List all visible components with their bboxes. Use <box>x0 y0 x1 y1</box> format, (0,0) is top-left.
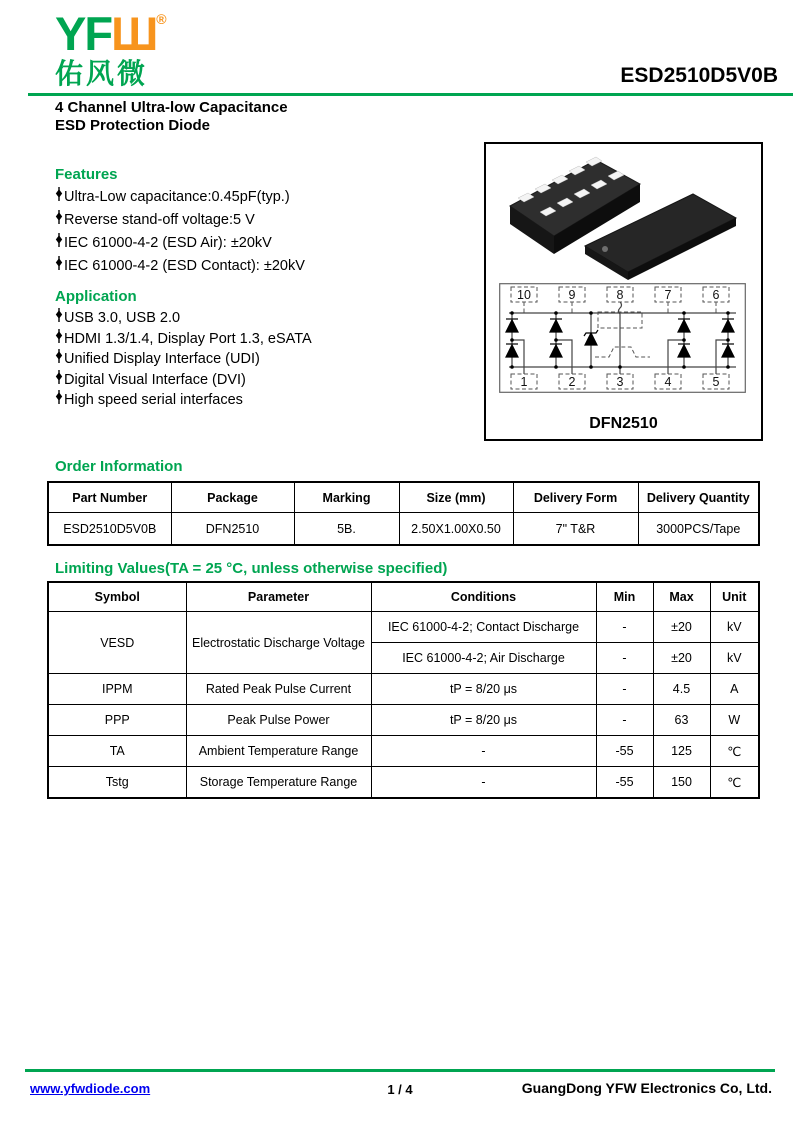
page-title-line2: ESD Protection Diode <box>55 117 211 134</box>
package-name-label: DFN2510 <box>589 415 658 432</box>
list-item: USB 3.0, USB 2.0 <box>55 308 475 329</box>
page-number: 1 / 4 <box>387 1082 413 1097</box>
registered-mark-icon: ® <box>156 11 167 27</box>
table-header-row <box>48 482 759 513</box>
cell-max: 150 <box>653 767 710 799</box>
cell-min: -55 <box>596 767 653 799</box>
pin-label: 5 <box>712 375 720 389</box>
page-title <box>55 99 288 135</box>
features-heading: Features <box>55 166 118 183</box>
company-name: GuangDong YFW Electronics Co, Ltd. <box>521 1080 772 1096</box>
col-header: Parameter <box>186 582 371 612</box>
diamond-bullet-icon <box>55 349 63 363</box>
pin-label: 2 <box>568 375 576 389</box>
list-item: Digital Visual Interface (DVI) <box>55 370 475 391</box>
col-header: Part Number <box>48 482 171 513</box>
col-header: Symbol <box>48 582 186 612</box>
diamond-bullet-icon <box>55 329 63 343</box>
pin-label: 8 <box>616 288 624 302</box>
pin-label: 10 <box>517 288 531 302</box>
pin-label: 4 <box>664 375 672 389</box>
cell-symbol: TA <box>48 736 186 767</box>
order-info-table <box>47 481 760 546</box>
cell-parameter: Electrostatic Discharge Voltage <box>186 612 371 674</box>
cell-parameter: Ambient Temperature Range <box>186 736 371 767</box>
pin-label: 7 <box>664 288 672 302</box>
diamond-bullet-icon <box>55 210 63 224</box>
table-row <box>48 736 759 767</box>
cell-max: ±20 <box>653 612 710 643</box>
features-list <box>55 186 475 278</box>
application-heading: Application <box>55 288 137 305</box>
cell-min: - <box>596 643 653 674</box>
table-row <box>48 705 759 736</box>
cell-symbol: PPP <box>48 705 186 736</box>
col-header: Min <box>596 582 653 612</box>
cell-package: DFN2510 <box>171 513 294 546</box>
cell-delivery-form: 7" T&R <box>513 513 638 546</box>
cell-min: - <box>596 612 653 643</box>
cell-unit: kV <box>710 612 759 643</box>
cell-min: - <box>596 674 653 705</box>
cell-symbol: Tstg <box>48 767 186 799</box>
diamond-bullet-icon <box>55 370 63 384</box>
order-info-heading: Order Information <box>55 458 183 475</box>
cell-min: - <box>596 705 653 736</box>
table-row <box>48 612 759 643</box>
limiting-values-heading: Limiting Values(TA = 25 °C, unless otherwise specified) <box>55 560 448 577</box>
table-row <box>48 674 759 705</box>
logo-wordmark <box>55 7 167 60</box>
cell-delivery-quantity: 3000PCS/Tape <box>638 513 759 546</box>
application-list <box>55 308 475 411</box>
cell-symbol: IPPM <box>48 674 186 705</box>
logo-chinese-name: 佑风微 <box>55 58 149 89</box>
list-item: Reverse stand-off voltage:5 V <box>55 209 475 232</box>
cell-min: -55 <box>596 736 653 767</box>
page-title-line1: 4 Channel Ultra-low Capacitance <box>55 99 288 116</box>
cell-conditions: - <box>371 767 596 799</box>
part-number-title: ESD2510D5V0B <box>620 64 778 87</box>
diamond-bullet-icon <box>55 187 63 201</box>
pin1-marker-dot <box>602 246 608 252</box>
package-photo <box>488 148 759 280</box>
cell-unit: ℃ <box>710 767 759 799</box>
col-header: Unit <box>710 582 759 612</box>
pin-label: 9 <box>568 288 576 302</box>
diamond-bullet-icon <box>55 308 63 322</box>
cell-unit: W <box>710 705 759 736</box>
pin-label: 3 <box>616 375 624 389</box>
logo-yf-text: YF <box>55 7 112 60</box>
cell-conditions: tP = 8/20 μs <box>371 705 596 736</box>
features-application-column <box>55 166 475 411</box>
cell-marking: 5B. <box>294 513 399 546</box>
cell-parameter: Peak Pulse Power <box>186 705 371 736</box>
cell-max: 4.5 <box>653 674 710 705</box>
cell-part-number: ESD2510D5V0B <box>48 513 171 546</box>
cell-parameter: Rated Peak Pulse Current <box>186 674 371 705</box>
diamond-bullet-icon <box>55 390 63 404</box>
cell-symbol: VESD <box>48 612 186 674</box>
diamond-bullet-icon <box>55 233 63 247</box>
list-item: HDMI 1.3/1.4, Display Port 1.3, eSATA <box>55 329 475 350</box>
cell-max: 125 <box>653 736 710 767</box>
diamond-bullet-icon <box>55 256 63 270</box>
limiting-values-table <box>47 581 760 799</box>
col-header: Package <box>171 482 294 513</box>
cell-max: 63 <box>653 705 710 736</box>
list-item: Unified Display Interface (UDI) <box>55 349 475 370</box>
cell-conditions: IEC 61000-4-2; Contact Discharge <box>371 612 596 643</box>
package-figure <box>484 142 763 441</box>
pin-label: 1 <box>520 375 528 389</box>
cell-conditions: tP = 8/20 μs <box>371 674 596 705</box>
website-link[interactable]: www.yfwdiode.com <box>30 1081 151 1096</box>
yfw-logo <box>55 7 167 89</box>
list-item: IEC 61000-4-2 (ESD Contact): ±20kV <box>55 255 475 278</box>
col-header: Max <box>653 582 710 612</box>
cell-size: 2.50X1.00X0.50 <box>399 513 513 546</box>
footer-divider <box>25 1069 775 1072</box>
logo-w-glyph: Ш <box>111 7 157 60</box>
cell-conditions: - <box>371 736 596 767</box>
cell-unit: ℃ <box>710 736 759 767</box>
list-item: High speed serial interfaces <box>55 390 475 411</box>
table-header-row <box>48 582 759 612</box>
circuit-schematic <box>499 283 746 393</box>
list-item: IEC 61000-4-2 (ESD Air): ±20kV <box>55 232 475 255</box>
header-divider <box>28 93 793 96</box>
list-item: Ultra-Low capacitance:0.45pF(typ.) <box>55 186 475 209</box>
cell-unit: A <box>710 674 759 705</box>
pin-label: 6 <box>712 288 720 302</box>
col-header: Marking <box>294 482 399 513</box>
cell-max: ±20 <box>653 643 710 674</box>
col-header: Delivery Form <box>513 482 638 513</box>
cell-unit: kV <box>710 643 759 674</box>
col-header: Size (mm) <box>399 482 513 513</box>
table-row <box>48 513 759 546</box>
cell-parameter: Storage Temperature Range <box>186 767 371 799</box>
cell-conditions: IEC 61000-4-2; Air Discharge <box>371 643 596 674</box>
col-header: Delivery Quantity <box>638 482 759 513</box>
table-row <box>48 767 759 799</box>
col-header: Conditions <box>371 582 596 612</box>
